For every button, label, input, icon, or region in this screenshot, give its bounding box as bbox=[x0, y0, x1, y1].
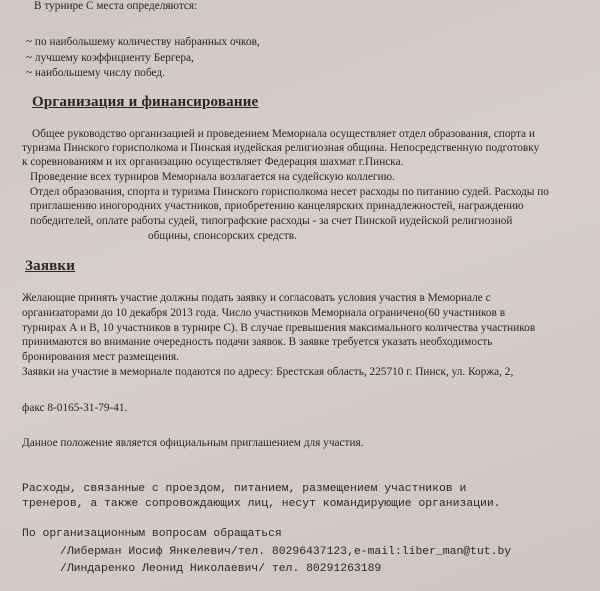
section-heading-organization: Организация и финансирование bbox=[32, 94, 259, 110]
app-paragraph-line: Желающие принять участие должны подать заявку и согласовать условия участия в Мемориале с bbox=[22, 292, 491, 304]
app-paragraph-line: организаторами до 10 декабря 2013 года. Число участников Мемориала ограничено(60 участников в bbox=[22, 307, 506, 319]
org-paragraph-line: туризма Пинского горисполкома и Пинская иудейская религиозная община. Непосредственную подготовку bbox=[22, 142, 540, 154]
org-paragraph-line: Общее руководство организацией и проведением Мемориала осуществляет отдел образования, спорта и bbox=[32, 128, 535, 140]
org-paragraph-line: приглашению иногородних участников, приобретению канцелярских принадлежностей, награждению bbox=[30, 200, 524, 212]
criterion-berger: ~ лучшему коэффициенту Бергера, bbox=[26, 52, 194, 64]
invitation-line: Данное положение является официальным приглашением для участия. bbox=[22, 437, 364, 449]
expenses-line: тренеров, а также сопровождающих лиц, несут командирующие организации. bbox=[22, 498, 501, 510]
org-paragraph-line: победителей, оплате работы судей, типографские расходы - за счет Пинской иудейской религиозной bbox=[30, 215, 513, 227]
app-paragraph-line: турнирах А и В, 10 участников в турнире С). В случае превышения максимального количества участников bbox=[22, 322, 536, 334]
criterion-points: ~ по наибольшему количеству набранных очков, bbox=[26, 36, 260, 48]
contact-liberman: /Либерман Иосиф Янкелевич/тел. 80296437123,e-mail:liber_man@tut.by bbox=[60, 546, 512, 558]
app-address-line: Заявки на участие в мемориале подаются по адресу: Брестская область, 225710 г. Пинск, ул. Коржа, 2, bbox=[22, 366, 514, 378]
criterion-wins: ~ наибольшему числу побед. bbox=[26, 67, 165, 79]
app-paragraph-line: принимаются во внимание очередность подачи заявок. В заявке требуется указать необходимость bbox=[22, 336, 493, 348]
intro-line: В турнире С места определяются: bbox=[34, 0, 198, 12]
org-paragraph-line: к соревнованиям и их организацию осуществляет Федерация шахмат г.Пинска. bbox=[22, 156, 404, 168]
org-paragraph-line: Проведение всех турниров Мемориала возлагается на судейскую коллегию. bbox=[30, 171, 395, 183]
app-paragraph-line: бронирования мест размещения. bbox=[22, 351, 179, 363]
fax-line: факс 8-0165-31-79-41. bbox=[22, 402, 128, 414]
org-paragraph-line: общины, спонсорских средств. bbox=[148, 230, 297, 242]
contact-lindarenko: /Линдаренко Леонид Николаевич/ тел. 80291263189 bbox=[60, 563, 382, 575]
section-heading-applications: Заявки bbox=[25, 258, 76, 274]
org-paragraph-line: Отдел образования, спорта и туризма Пинского горисполкома несет расходы по питанию судей. Расходы по bbox=[30, 186, 549, 198]
contact-title: По организационным вопросам обращаться bbox=[22, 528, 282, 540]
expenses-line: Расходы, связанные с проездом, питанием, размещением участников и bbox=[22, 483, 467, 495]
